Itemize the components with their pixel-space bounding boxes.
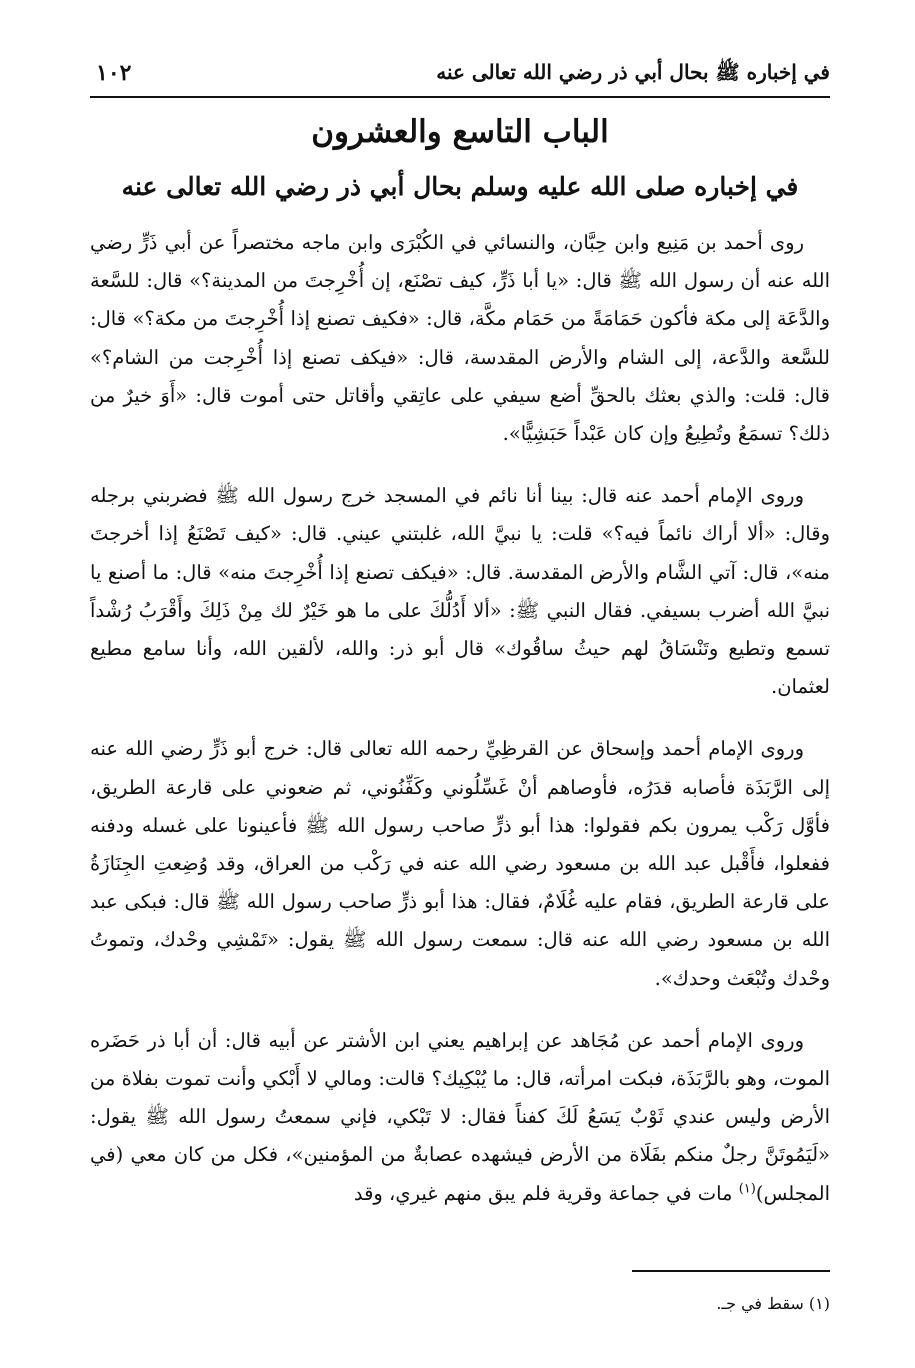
footnote: (١) سقط في جـ. — [716, 1294, 830, 1313]
book-page — [90, 52, 830, 1352]
paragraph — [90, 1022, 830, 1213]
paragraph: وروى الإمام أحمد عنه قال: بينا أنا نائم في المسجد خرج رسول الله ﷺ فضربني برجله وقال: «ألا أراك نائماً فيه؟» قلت: يا نبيَّ الله، غلبتني عيني. قال: «كيف تَصْنَعُ إذا أخرجتَ منه»، قال: آتي الشَّام والأرض المقدسة. قال: «فيكف تصنع إذا أُخْرِجتَ منه» قال: ما أصنع يا نبيَّ الله أضرب بسيفي. فقال النبي ﷺ: «ألا أَدُلُّكَ على ما هو خَيْرٌ لك مِنْ ذَلِكَ وأَقْرَبُ رُشْداً تسمع وتطيع وتَنْسَاقُ لهم حيثُ ساقُوك» قال أبو ذر: والله، لألقين الله، وأنا سامع مطيع لعثمان. — [90, 484, 830, 699]
footnote-divider — [632, 1270, 830, 1272]
paragraph-text-tail: مات في جماعة وقرية فلم يبق منهم غيري، وقد — [353, 1181, 739, 1205]
paragraph: روى أحمد بن مَنِيع وابن حِبَّان، والنسائي في الكُبْرَى وابن ماجه مختصراً عن أبي ذَرٍّ رضي الله عنه أن رسول الله ﷺ قال: «يا أبا ذَرٍّ، كيف تصْنَع، إن أُخْرِجتَ من المدينة؟» قال: للسَّعة والدَّعَة إلى مكة فأكون حَمَامَةً من حَمَام مكَّة، قال: «فكيف تصنع إذا أُخْرِجتَ من مكة؟» قال: للسَّعة والدَّعة، إلى الشام والأرض المقدسة، قال: «فيكف تصنع إذا أُخْرِجت من الشام؟» قال: قلت: والذي بعثك بالحقِّ أضع سيفي على عاتِقي وأقاتل حتى أموت قال: «أَوَ خيرٌ من ذلك؟ تسمَعُ وتُطِيعُ وإن كان عَبْداً حَبَشِيًّا». — [90, 231, 830, 446]
running-head — [90, 52, 830, 98]
page-number: ١٠٢ — [96, 60, 132, 86]
chapter-title: الباب التاسع والعشرون — [311, 114, 609, 150]
page-body — [90, 224, 830, 1213]
running-head-title: في إخباره ﷺ بحال أبي ذر رضي الله تعالى عنه — [436, 60, 830, 84]
chapter-subtitle: في إخباره صلى الله عليه وسلم بحال أبي ذر رضي الله تعالى عنه — [121, 172, 799, 201]
paragraph-text: وروى الإمام أحمد عن مُجَاهد عن إبراهيم يعني ابن الأشتر عن أبيه قال: أن أبا ذر حَضَره الموت، وهو بالرَّبَذَة، فبكت امرأته، قال: ما يُبْكِيك؟ قالت: ومالي لا أَبْكي وأنت تموت بفلاة من الأرض وليس عندي ثَوْبٌ يَسَعُ لَكَ كفناً فقال: لا تَبْكي، فإني سمعتُ رسول الله ﷺ يقول: «لَيَمُوتَنَّ رجلٌ منكم بفَلَاة من الأرض فيشهده عصابةٌ من المؤمنين»، فكل من كان معي (في المجلس) — [90, 1028, 830, 1205]
paragraph: وروى الإمام أحمد وإسحاق عن القرظِيِّ رحمه الله تعالى قال: خرج أبو ذَرٍّ رضي الله عنه إلى الرَّبَذَة فأصابه قدَرُه، فأوصاهم أنْ غَسِّلُوني وكَفِّنُوني، ثم ضعوني على قارعة الطريق، فأوَّل رَكْب يمرون بكم فقولوا: هذا أبو ذرٍّ صاحب رسول الله ﷺ فأعينونا على غسله ودفنه ففعلوا، فأَقْبل عبد الله بن مسعود رضي الله عنه في رَكْب من العراق، وقد وُضِعتِ الجِنَازَةُ على قارعة الطريق، فقام عليه غُلَامٌ، فقال: هذا أبو ذرٍّ صاحب رسول الله ﷺ قال: فبكى عبد الله بن مسعود رضي الله عنه قال: سمعت رسول الله ﷺ يقول: «تَمْشِي وحْدك، وتموتُ وحْدك وتُبْعَث وحدك». — [90, 737, 830, 990]
footnote-reference: (١) — [738, 1181, 756, 1197]
